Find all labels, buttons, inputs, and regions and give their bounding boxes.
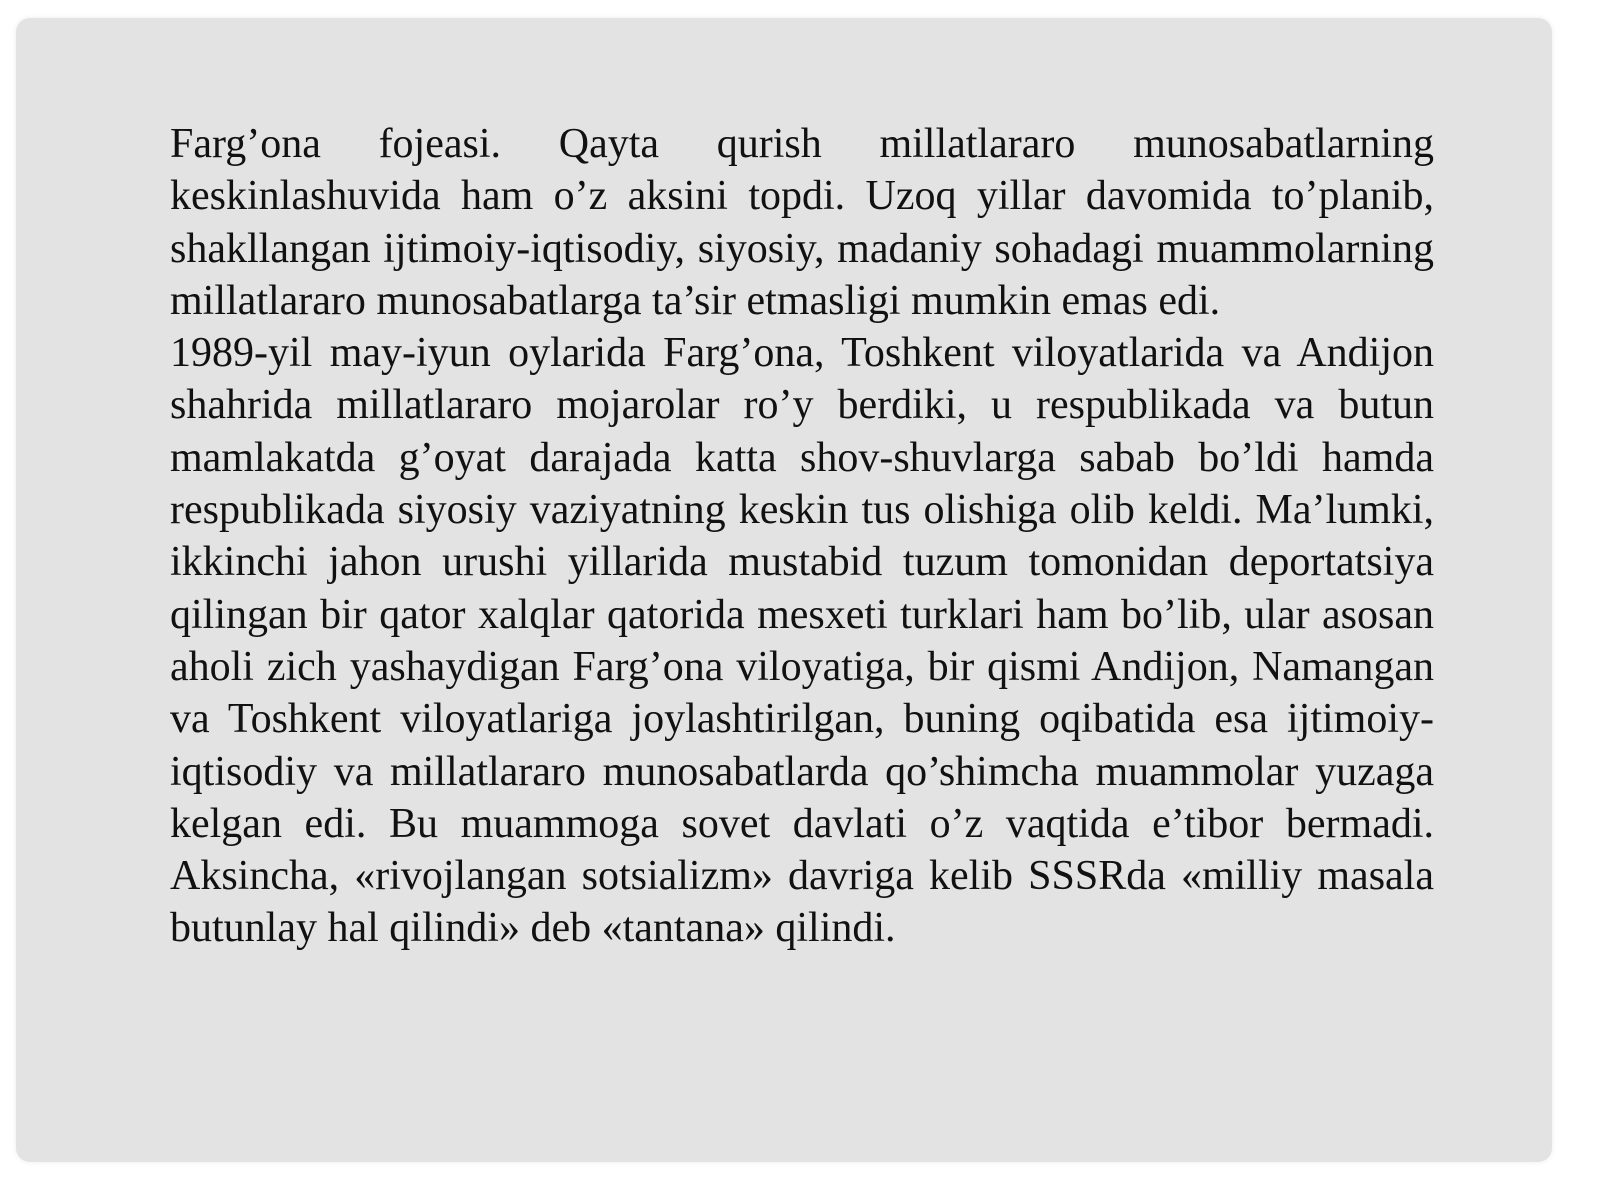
slide-panel bbox=[16, 18, 1552, 1162]
slide-text-body bbox=[170, 118, 1434, 955]
paragraph-events: 1989-yil may-iyun oylarida Farg’ona, Toshkent viloyatlarida va Andijon shahrida millatlararo mojarolar ro’y berdiki, u respublikada va butun mamlakatda g’oyat darajada katta shov-shuvlarga sabab bo’ldi hamda respublikada siyosiy vaziyatning keskin tus olishiga olib keldi. Ma’lumki, ikkinchi jahon urushi yillarida mustabid tuzum tomonidan deportatsiya qilingan bir qator xalqlar qatorida mesxeti turklari ham bo’lib, ular asosan aholi zich yashaydigan Farg’ona viloyatiga, bir qismi Andijon, Namangan va Toshkent viloyatlariga joylashtirilgan, buning oqibatida esa ijtimoiy-iqtisodiy va millatlararo munosabatlarda qo’shimcha muammolar yuzaga kelgan edi. Bu muammoga sovet davlati o’z vaqtida e’tibor bermadi. Aksincha, «rivojlangan sotsializm» davriga kelib SSSRda «milliy masala butunlay hal qilindi» deb «tantana» qilindi. bbox=[170, 330, 1434, 952]
paragraph-intro: Farg’ona fojeasi. Qayta qurish millatlararo munosabatlarning keskinlashuvida ham o’z aksini topdi. Uzoq yillar davomida to’planib, shakllangan ijtimoiy-iqtisodiy, siyosiy, madaniy sohadagi muammolarning millatlararo munosabatlarga ta’sir etmasligi mumkin emas edi. bbox=[170, 121, 1434, 324]
